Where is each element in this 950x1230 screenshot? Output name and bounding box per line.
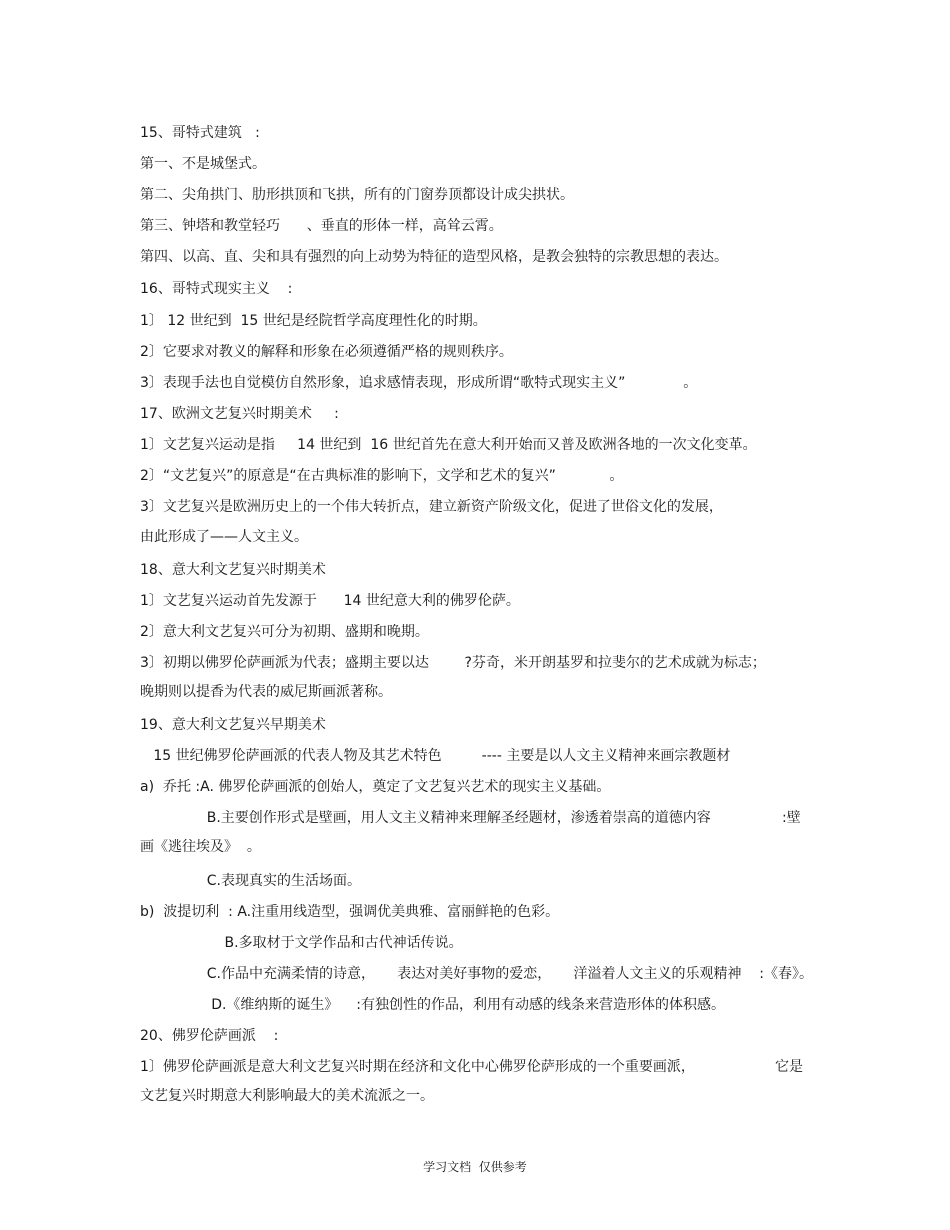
text-line: C.作品中充满柔情的诗意， 表达对美好事物的爱恋， 洋溢着人文主义的乐观精神 :《春》。 [140, 966, 813, 982]
heading-15: 15、哥特式建筑 : [140, 125, 260, 141]
text-line: 3〕初期以佛罗伦萨画派为代表；盛期主要以达 ?芬奇，米开朗基罗和拉斐尔的艺术成就为标志； [140, 655, 766, 671]
text-line: 1〕佛罗伦萨画派是意大利文艺复兴时期在经济和文化中心佛罗伦萨形成的一个重要画派， 它是 [140, 1059, 804, 1075]
list-item-a: a) 乔托 :A. 佛罗伦萨画派的创始人，奠定了文艺复兴艺术的现实主义基础。 [140, 779, 611, 795]
heading-18: 18、意大利文艺复兴时期美术 [140, 562, 326, 578]
text-line: 文艺复兴时期意大利影响最大的美术流派之一。 [140, 1088, 434, 1104]
heading-20: 20、佛罗伦萨画派 : [140, 1028, 279, 1044]
text-line: 15 世纪佛罗伦萨画派的代表人物及其艺术特色 ---- 主要是以人文主义精神来画宗教题材 [140, 748, 731, 764]
text-line: 1〕 12 世纪到 15 世纪是经院哲学高度理性化的时期。 [140, 313, 487, 329]
text-line: 3〕表现手法也自觉模仿自然形象，追求感情表现，形成所谓“歌特式现实主义” 。 [140, 375, 698, 391]
list-item-b: b) 波提切利 : A.注重用线造型，强调优美典雅、富丽鲜艳的色彩。 [140, 904, 560, 920]
heading-17: 17、欧洲文艺复兴时期美术 : [140, 406, 339, 422]
page-footer: 学习文档 仅供参考 [423, 1160, 527, 1174]
text-line: 1〕文艺复兴运动是指 14 世纪到 16 世纪首先在意大利开始而又普及欧洲各地的一次文化变革。 [140, 437, 757, 453]
text-line: 画《逃往埃及》 。 [140, 839, 261, 855]
text-line: 晚期则以提香为代表的威尼斯画派著称。 [140, 684, 392, 700]
text-line: 1〕文艺复兴运动首先发源于 14 世纪意大利的佛罗伦萨。 [140, 593, 520, 609]
heading-16: 16、哥特式现实主义 : [140, 281, 293, 297]
text-line: B.主要创作形式是壁画，用人文主义精神来理解圣经题材，渗透着崇高的道德内容 :壁 [140, 810, 801, 826]
text-line: 第三、钟塔和教堂轻巧 、垂直的形体一样，高耸云霄。 [140, 218, 503, 234]
heading-19: 19、意大利文艺复兴早期美术 [140, 717, 326, 733]
text-line: C.表现真实的生活场面。 [140, 873, 361, 889]
text-line: 第一、不是城堡式。 [140, 156, 266, 172]
text-line: B.多取材于文学作品和古代神话传说。 [140, 935, 463, 951]
text-line: D.《维纳斯的诞生》 :有独创性的作品，利用有动感的线条来营造形体的体积感。 [140, 997, 725, 1013]
text-line: 3〕文艺复兴是欧洲历史上的一个伟大转折点，建立新资产阶级文化，促进了世俗文化的发展， [140, 499, 723, 515]
text-line: 由此形成了——人文主义。 [140, 529, 308, 545]
text-line: 2〕“文艺复兴”的原意是“在古典标准的影响下，文学和艺术的复兴” 。 [140, 468, 624, 484]
text-line: 2〕它要求对教义的解释和形象在必须遵循严格的规则秩序。 [140, 344, 513, 360]
text-line: 第四、以高、直、尖和具有强烈的向上动势为特征的造型风格，是教会独特的宗教思想的表达。 [140, 249, 728, 265]
text-line: 2〕意大利文艺复兴可分为初期、盛期和晚期。 [140, 624, 429, 640]
text-line: 第二、尖角拱门、肋形拱顶和飞拱，所有的门窗券顶都设计成尖拱状。 [140, 187, 574, 203]
